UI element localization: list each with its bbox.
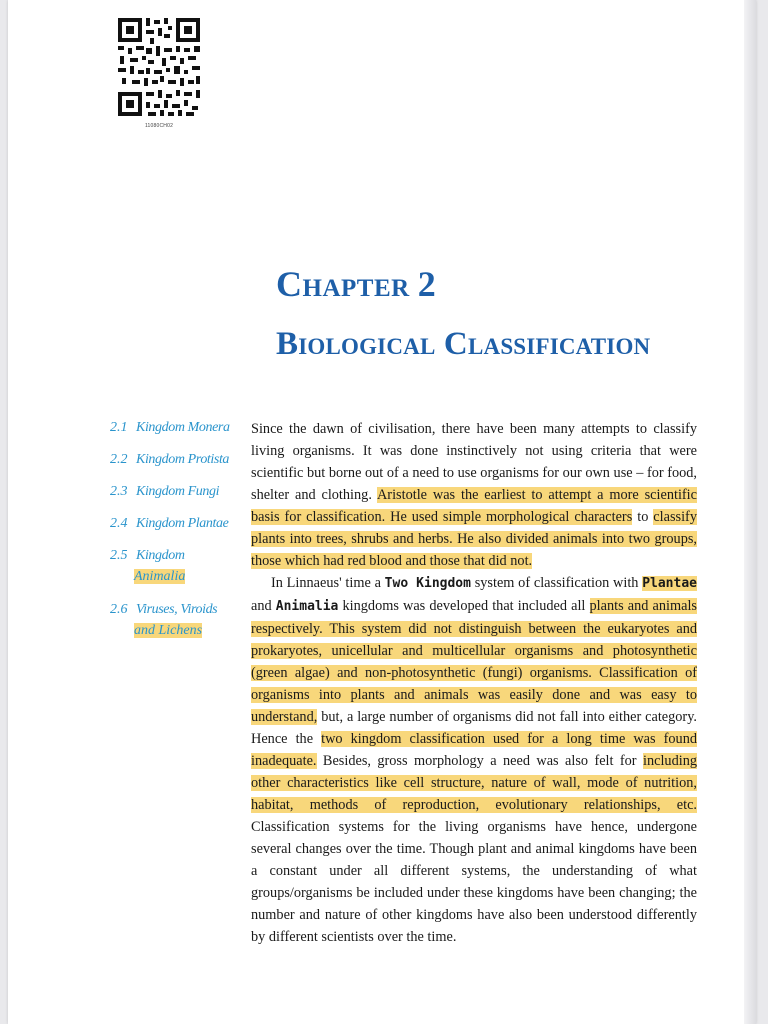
outline-item-2-4[interactable] xyxy=(110,514,228,534)
outline-item-2-2[interactable] xyxy=(110,450,229,470)
highlighted-text: classify plants into trees, shrubs and herbs. He also divided animals into two groups, those which had red blood and those that did not. xyxy=(251,509,697,569)
page-edge-shadow xyxy=(744,0,756,1024)
outline-number: 2.3 xyxy=(110,484,128,499)
outline-item-2-6-continued xyxy=(134,621,202,641)
body-text-run: Classification systems for the living organisms have hence, undergone several changes over the time. Though plant and animal kingdoms have been a constant under all different systems, the understanding of what groups/organisms be included under these kingdoms have been changing; the number and nature of other kingdoms have also been understood differently by different scientists over the time. xyxy=(251,819,697,945)
outline-title-continued: and Lichens xyxy=(134,623,203,638)
body-text-run: Since the dawn of civilisation, there have been many attempts to classify living organisms. It was done instinctively not using criteria that were scientific but borne out of a need to use organisms for our own use – for food, shelter and clothing. xyxy=(251,421,697,503)
body-text-run: and xyxy=(251,598,276,614)
highlighted-text: plants and animals respectively. This system did not distinguish between the eukaryotes and prokaryotes, unicellular and multicellular organisms and photosynthetic (green algae) and non-photosynthetic (fungi) organisms. Classification of organisms into plants and animals was easily done and was easy to understand, xyxy=(251,598,697,725)
outline-item-2-1[interactable] xyxy=(110,418,230,438)
paragraph-1 xyxy=(251,418,697,572)
paragraph-2 xyxy=(251,572,697,948)
body-text-run: to xyxy=(632,509,654,525)
outline-title: Kingdom Protista xyxy=(136,452,230,467)
body-text-run: system of classification with xyxy=(470,575,643,591)
outline-title-continued: Animalia xyxy=(134,569,186,584)
outline-number: 2.5 xyxy=(110,548,128,563)
qr-caption: 11080CH02 xyxy=(144,123,174,129)
chapter-title: Biological Classification xyxy=(276,326,651,362)
outline-item-2-5[interactable] xyxy=(110,546,185,566)
outline-number: 2.4 xyxy=(110,516,128,531)
highlighted-text: two kingdom classification used for a long time was found inadequate. xyxy=(251,731,697,769)
bold-term: Two Kingdom xyxy=(384,576,471,591)
outline-item-2-3[interactable] xyxy=(110,482,219,502)
body-text-run: Besides, gross morphology a need was also felt for xyxy=(316,753,643,769)
outline-number: 2.2 xyxy=(110,452,128,467)
outline-item-2-5-continued xyxy=(134,567,185,587)
outline-title: Kingdom xyxy=(136,548,185,563)
body-text-run: kingdoms was developed that included all xyxy=(338,598,590,614)
outline-title: Kingdom Monera xyxy=(136,420,230,435)
outline-title: Kingdom Plantae xyxy=(136,516,229,531)
outline-title: Kingdom Fungi xyxy=(136,484,220,499)
bold-term-highlighted: Plantae xyxy=(642,576,697,591)
highlighted-text: including other characteristics like cell structure, nature of wall, mode of nutrition, habitat, methods of reproduction, evolutionary relationships, etc. xyxy=(251,753,697,813)
highlighted-text: Aristotle was the earliest to attempt a more scientific basis for classification. He used simple morphological characters xyxy=(251,487,697,525)
qr-code-image xyxy=(116,16,202,120)
chapter-body-text xyxy=(251,418,697,948)
outline-item-2-6[interactable] xyxy=(110,600,217,620)
outline-number: 2.1 xyxy=(110,420,128,435)
textbook-page xyxy=(8,0,756,1024)
bold-term: Animalia xyxy=(275,599,339,614)
body-text-run: In Linnaeus' time a xyxy=(271,575,385,591)
chapter-label xyxy=(276,262,436,306)
chapter-label-text: Chapter xyxy=(276,264,410,304)
chapter-number: 2 xyxy=(417,264,437,304)
outline-number: 2.6 xyxy=(110,602,128,617)
body-text-run: but, a large number of organisms did not fall into either category. Hence the xyxy=(251,709,697,747)
outline-title: Viruses, Viroids xyxy=(136,602,218,617)
